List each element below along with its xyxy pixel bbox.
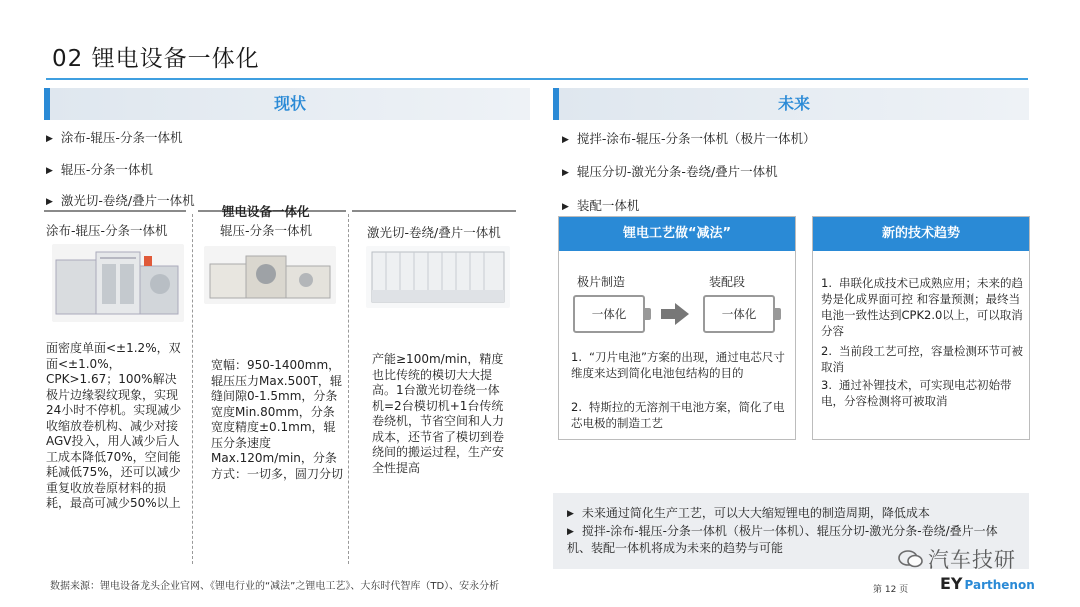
- column-title: 激光切-卷绕/叠片一体机: [367, 225, 501, 240]
- column-title: 涂布-辊压-分条一体机: [46, 223, 168, 238]
- coating-machine-image: [52, 244, 184, 322]
- ey-parthenon-logo: EY Parthenon: [940, 574, 1035, 593]
- section-header-future: 未来: [553, 88, 1029, 120]
- column-divider: [348, 214, 349, 564]
- triangle-right-icon: ▶: [562, 135, 569, 145]
- section-header-current: 现状: [44, 88, 530, 120]
- triangle-right-icon: ▶: [567, 509, 574, 519]
- page-title: 02 锂电设备一体化: [52, 46, 260, 72]
- summary-bullet: ▶ 未来通过简化生产工艺，可以大大缩短锂电的制造周期，降低成本: [567, 506, 930, 520]
- laser-winding-machine-image: [366, 246, 510, 308]
- column-description: 面密度单面<±1.2%，双面<±1.0%，CPK>1.67；100%解决极片边缘裂纹现象，实现24小时不停机。实现减少收缩放卷机构、减少对接AGV投入，用人减少后人工成本降低70%，空间能耗减低75%，还可以减少重复收放卷原材料的损耗，最高可减少50%以上: [46, 341, 182, 510]
- list-item: 2. 特斯拉的无溶剂干电池方案，简化了电芯电极的制造工艺: [571, 400, 785, 430]
- subtraction-box-header: 锂电工艺做“减法”: [559, 217, 795, 251]
- trend-box: [812, 216, 1030, 440]
- current-bullet: ▶ 辊压-分条一体机: [46, 162, 153, 177]
- battery-icon: 一体化: [573, 295, 645, 333]
- summary-bullet: ▶ 搅拌-涂布-辊压-分条一体机（极片一体机）、辊压分切-激光分条-卷绕/叠片一体机、装配一体机将成为未来的趋势与可能: [567, 524, 998, 555]
- stage-label: 装配段: [709, 275, 746, 289]
- future-bullet: ▶ 装配一体机: [562, 198, 640, 213]
- current-bullet: ▶ 涂布-辊压-分条一体机: [46, 130, 183, 145]
- triangle-right-icon: ▶: [562, 202, 569, 212]
- battery-icon: 一体化: [703, 295, 775, 333]
- future-bullet: ▶ 搅拌-涂布-辊压-分条一体机（极片一体机）: [562, 131, 816, 146]
- column-rule: [44, 210, 186, 212]
- triangle-right-icon: ▶: [46, 134, 53, 144]
- rolling-machine-image: [204, 246, 336, 304]
- stage-label: 极片制造: [577, 275, 626, 289]
- column-title: 辊压-分条一体机: [220, 223, 313, 238]
- subtraction-box: [558, 216, 796, 440]
- future-bullet: ▶ 辊压分切-激光分条-卷绕/叠片一体机: [562, 164, 778, 179]
- column-rule: [352, 210, 516, 212]
- trend-box-header: 新的技术趋势: [813, 217, 1029, 251]
- list-item: 2. 当前段工艺可控，容量检测环节可被取消: [821, 344, 1023, 374]
- source-note: 数据来源：锂电设备龙头企业官网、《锂电行业的“减法”之锂电工艺》、大东时代智库（TD）、安永分析: [50, 581, 500, 592]
- arrow-right-icon: [661, 303, 689, 329]
- column-description: 产能≥100m/min，精度也比传统的模切大大提高。1台激光切卷绕一体机=2台模切机+1台传统卷绕机，节省空间和人力成本，还节省了模切到卷绕间的搬运过程，生产安全性提高: [372, 352, 505, 475]
- page-number: 第 12 页: [873, 585, 909, 595]
- column-divider: [192, 214, 193, 564]
- watermark: 汽车技研: [898, 544, 1016, 574]
- list-item: 3. 通过补锂技术，可实现电芯初始带电，分容检测将可被取消: [821, 378, 1012, 408]
- title-underline: [46, 78, 1028, 80]
- list-item: 1. “刀片电池”方案的出现，通过电芯尺寸维度来达到简化电池包结构的目的: [571, 350, 785, 380]
- column-description: 宽幅：950-1400mm，辊压压力Max.500T，辊缝间隙0-1.5mm，分条宽度Min.80mm，分条宽度精度±0.1mm，辊压分条速度Max.120m/min，分条方式：一切多，圆刀分切: [211, 358, 344, 481]
- center-heading: 锂电设备一体化: [222, 204, 310, 219]
- list-item: 1. 串联化成技术已成熟应用；未来的趋势是化成界面可控 和容量预测；最终当电池一致性达到CPK2.0以上，可以取消分容: [821, 276, 1023, 338]
- triangle-right-icon: ▶: [46, 197, 53, 207]
- triangle-right-icon: ▶: [562, 168, 569, 178]
- wechat-icon: [898, 549, 924, 569]
- current-bullet: ▶ 激光切-卷绕/叠片一体机: [46, 193, 195, 208]
- triangle-right-icon: ▶: [46, 166, 53, 176]
- triangle-right-icon: ▶: [567, 527, 574, 537]
